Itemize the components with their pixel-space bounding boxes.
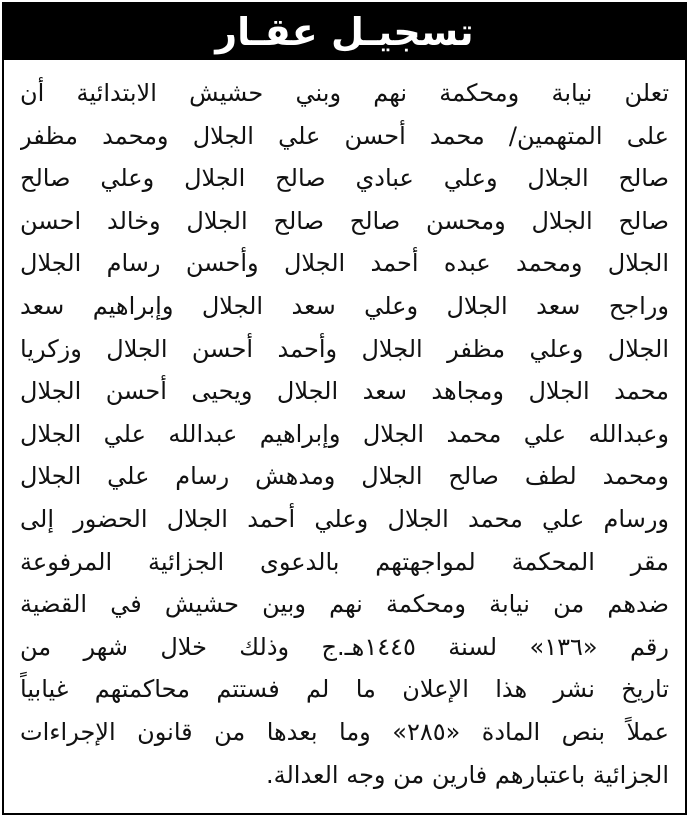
notice-line-2: على المتهمين/ محمد أحسن علي الجلال ومحمد مظفر xyxy=(20,121,669,150)
notice-line-6: وراجح سعد الجلال وعلي سعد الجلال وإبراهيم سعد xyxy=(20,291,669,320)
notice-line-8: محمد الجلال ومجاهد سعد الجلال ويحيى أحسن الجلال xyxy=(20,377,669,406)
notice-line-16: عملاً بنص المادة «٢٨٥» وما بعدها من قانون الإجراءات xyxy=(20,717,669,746)
notice-line-4: صالح الجلال ومحسن صالح صالح الجلال وخالد احسن xyxy=(20,206,669,235)
notice-line-11: ورسام علي محمد الجلال وعلي أحمد الجلال الحضور إلى xyxy=(20,504,669,533)
notice-line-17: الجزائية باعتبارهم فارين من وجه العدالة. xyxy=(265,760,669,789)
notice-line-12: مقر المحكمة لمواجهتهم بالدعوى الجزائية المرفوعة xyxy=(20,547,669,576)
notice-line-1: تعلن نيابة ومحكمة نهم وبني حشيش الابتدائية أن xyxy=(20,79,669,107)
notice-frame xyxy=(2,2,687,815)
notice-line-3: صالح الجلال وعلي عبادي صالح الجلال وعلي صالح xyxy=(20,164,669,193)
notice-line-15: تاريخ نشر هذا الإعلان ما لم فستتم محاكمتهم غيابياً xyxy=(20,675,669,704)
notice-line-7: الجلال وعلي مظفر الجلال وأحمد أحسن الجلال وزكريا xyxy=(20,334,669,363)
notice-body xyxy=(4,72,685,796)
notice-line-5: الجلال ومحمد عبده أحمد الجلال وأحسن رسام الجلال xyxy=(20,249,669,278)
notice-line-13: ضدهم من نيابة ومحكمة نهم وبين حشيش في القضية xyxy=(20,590,669,619)
notice-header xyxy=(4,4,685,60)
notice-line-14: رقم «١٣٦» لسنة ١٤٤٥هـ.ج وذلك خلال شهر من xyxy=(20,632,669,661)
notice-title: تسجيـل عقـار xyxy=(215,10,474,54)
notice-line-9: وعبدالله علي محمد الجلال وإبراهيم عبدالله علي الجلال xyxy=(20,419,669,448)
notice-line-10: ومحمد لطف صالح الجلال ومدهش رسام علي الجلال xyxy=(20,462,669,491)
